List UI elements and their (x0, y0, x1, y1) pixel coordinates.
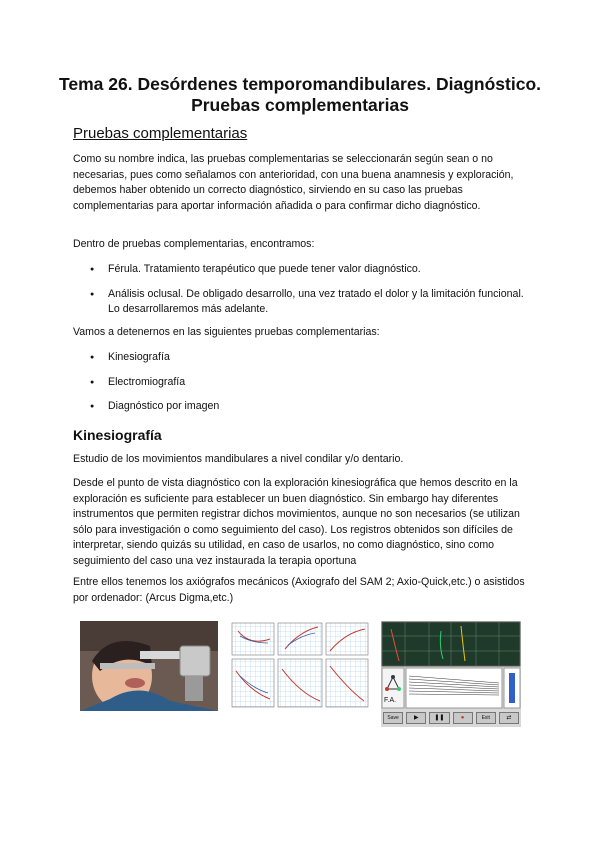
list2-intro: Vamos a detenernos en las siguientes pruebas complementarias: (73, 326, 380, 338)
list-2 (73, 350, 533, 415)
axiograph-photo-drawing (80, 621, 218, 711)
exit-button[interactable]: Exit (476, 712, 496, 724)
axiograph-charts (230, 621, 370, 711)
play-button[interactable]: ▶ (406, 712, 426, 724)
title-line-2: Pruebas complementarias (191, 95, 409, 115)
section-heading: Pruebas complementarias (73, 125, 248, 142)
software-panel (381, 621, 521, 727)
pause-button[interactable]: ❚❚ (429, 712, 449, 724)
kinesio-paragraph-3: Entre ellos tenemos los axiógrafos mecánicos (Axiografo del SAM 2; Axio-Quick,etc.) o asistidos por ordenador: (Arcus Digma,etc.) (73, 576, 525, 604)
list-item: ● Férula. Tratamiento terapéutico que puede tener valor diagnóstico. (73, 262, 533, 278)
fa-label: F.A. (384, 697, 397, 704)
page-title (40, 74, 560, 116)
save-button[interactable]: Save (383, 712, 403, 724)
list1-intro: Dentro de pruebas complementarias, encontramos: (73, 238, 315, 250)
list-item: ● Electromiografía (73, 375, 533, 391)
list-item: ● Análisis oclusal. De obligado desarrollo, una vez tratado el dolor y la limitación funcional. Lo desarrollaremos más adelante. (73, 287, 533, 318)
swap-button[interactable]: ⇄ (499, 712, 519, 724)
kinesio-paragraph-1: Estudio de los movimientos mandibulares a nivel condilar y/o dentario. (73, 453, 404, 465)
kinesio-paragraph-2: Desde el punto de vista diagnóstico con la exploración kinesiográfica que hemos descrito en la exploración es suficiente para establecer un buen diagnóstico. Sin embargo hay diferentes instrumentos que permiten registrar dichos movimientos, aunque no son necesarios (se utilizan sólo para investigación o como seguimiento del caso). Los registros obtenidos son difíciles de interpretar, siendo quizás su utilidad, en caso de usarlos, no como diagnóstico, sino como seguimiento del caso una vez instaurada la terapia oportuna (73, 477, 520, 567)
axiograph-charts-drawing (230, 621, 370, 711)
list-item: ● Diagnóstico por imagen (73, 399, 533, 415)
intro-paragraph: Como su nombre indica, las pruebas complementarias se seleccionarán según sean o no necesarias, pues como señalamos con anterioridad, con una buena anamnesis y exploración, debemos haber obtenido un correcto diagnóstico, sirviendo en su caso las pruebas complementarias para aportar información añadida o para confirmar dicho diagnóstico. (73, 153, 514, 212)
record-button[interactable]: ● (453, 712, 473, 724)
list-item: ● Kinesiografía (73, 350, 533, 366)
title-line-1: Tema 26. Desórdenes temporomandibulares. Diagnóstico. (58, 74, 542, 94)
kinesio-heading: Kinesiografía (73, 427, 162, 443)
list-1 (73, 262, 533, 318)
software-toolbar (383, 712, 519, 724)
axiograph-photo (80, 621, 218, 711)
